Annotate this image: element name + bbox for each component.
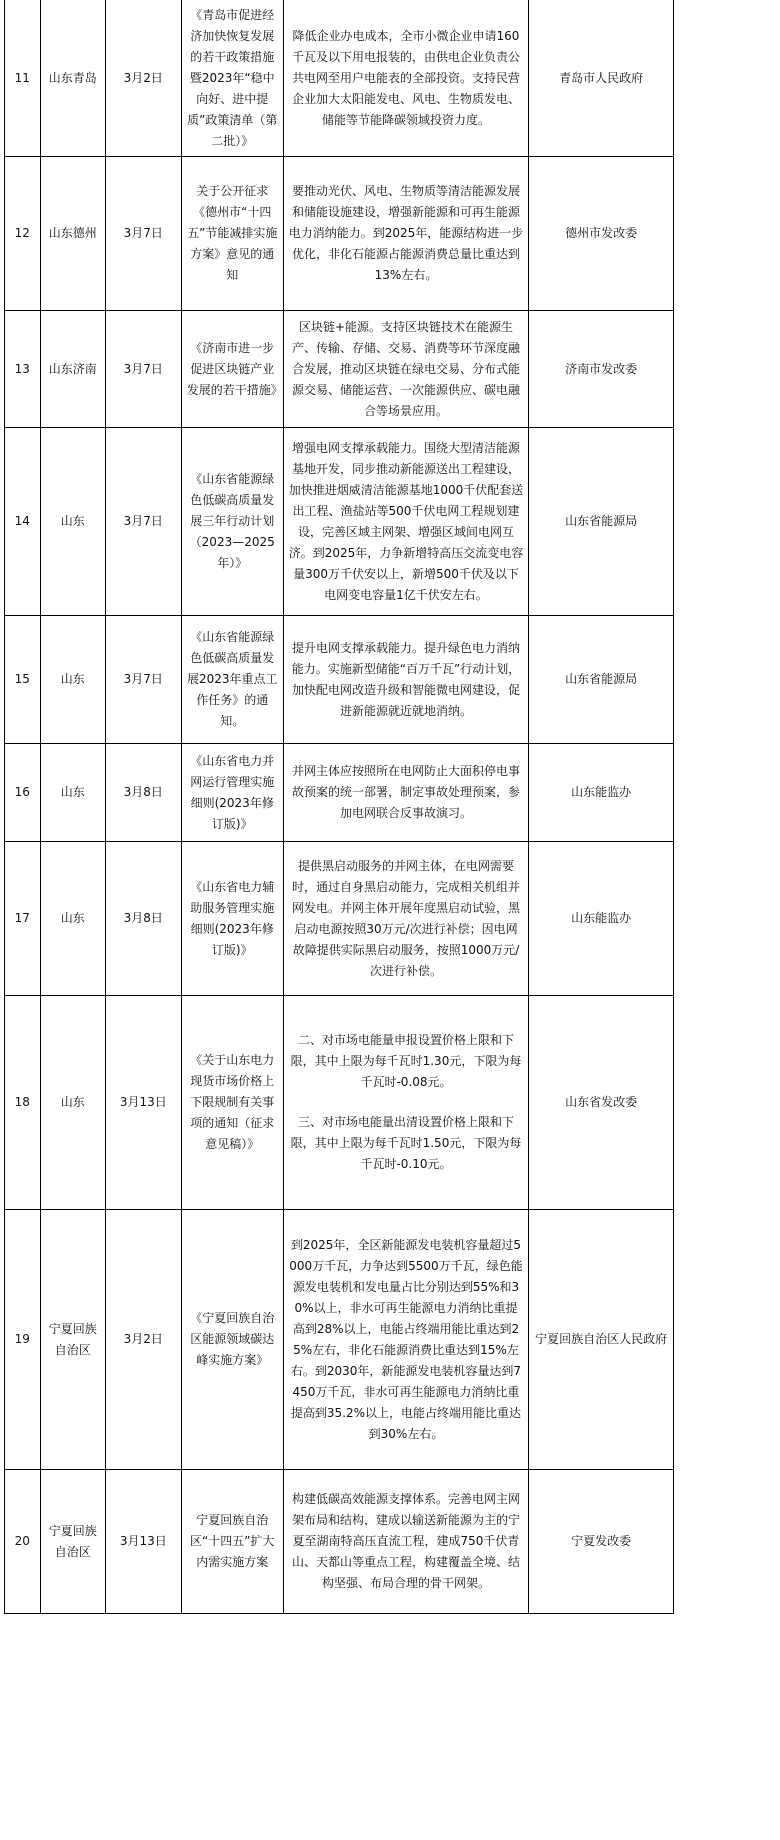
policy-content-cell — [283, 996, 529, 1210]
region-cell: 山东 — [40, 744, 105, 842]
issuer-cell: 青岛市人民政府 — [529, 0, 674, 157]
policy-table — [4, 0, 674, 1614]
region-cell: 山东 — [40, 996, 105, 1210]
date-cell: 3月7日 — [105, 428, 181, 616]
date-cell: 3月8日 — [105, 842, 181, 996]
policy-table-body — [5, 0, 674, 1614]
policy-content-cell — [283, 1210, 529, 1470]
region-cell: 山东济南 — [40, 311, 105, 428]
content-paragraph: 要推动光伏、风电、生物质等清洁能源发展和储能设施建设，增强新能源和可再生能源电力消纳能力。到2025年，能源结构进一步优化，非化石能源占能源消费总量比重达到13%左右。 — [288, 184, 524, 282]
row-number: 12 — [5, 157, 41, 311]
row-number: 11 — [5, 0, 41, 157]
policy-name-cell: 《宁夏回族自治区能源领域碳达峰实施方案》 — [181, 1210, 283, 1470]
content-paragraph: 二、对市场电能量申报设置价格上限和下限，其中上限为每千瓦时1.30元，下限为每千瓦时-0.08元。 — [290, 1033, 522, 1089]
issuer-cell: 德州市发改委 — [529, 157, 674, 311]
content-paragraph: 区块链+能源。支持区块链技术在能源生产、传输、存储、交易、消费等环节深度融合发展，推动区块链在绿电交易、分布式能源交易、储能运营、一次能源供应、碳电融合等场景应用。 — [291, 319, 520, 418]
table-row — [5, 616, 674, 744]
issuer-cell: 宁夏发改委 — [529, 1470, 674, 1614]
policy-content-cell — [283, 616, 529, 744]
date-cell: 3月8日 — [105, 744, 181, 842]
table-row — [5, 842, 674, 996]
policy-content-cell — [283, 311, 529, 428]
region-cell: 山东 — [40, 616, 105, 744]
policy-name-cell: 《关于山东电力现货市场价格上下限规制有关事项的通知（征求意见稿）》 — [181, 996, 283, 1210]
table-row — [5, 311, 674, 428]
content-paragraph: 提升电网支撑承载能力。提升绿色电力消纳能力。实施新型储能“百万千瓦”行动计划，加快配电网改造升级和智能微电网建设，促进新能源就近就地消纳。 — [291, 640, 521, 718]
issuer-cell: 山东省能源局 — [529, 428, 674, 616]
policy-name-cell: 《山东省电力并网运行管理实施细则(2023年修订版)》 — [181, 744, 283, 842]
issuer-cell: 山东省能源局 — [529, 616, 674, 744]
policy-content-cell — [283, 428, 529, 616]
issuer-cell: 山东能监办 — [529, 744, 674, 842]
date-cell: 3月13日 — [105, 996, 181, 1210]
date-cell: 3月2日 — [105, 0, 181, 157]
policy-name-cell: 《山东省能源绿色低碳高质量发展2023年重点工作任务》的通知。 — [181, 616, 283, 744]
policy-content-cell — [283, 157, 529, 311]
date-cell: 3月7日 — [105, 157, 181, 311]
content-paragraph: 并网主体应按照所在电网防止大面积停电事故预案的统一部署，制定事故处理预案，参加电网联合反事故演习。 — [291, 764, 520, 820]
region-cell: 山东 — [40, 428, 105, 616]
policy-name-cell: 《济南市进一步促进区块链产业发展的若干措施》 — [181, 311, 283, 428]
region-cell: 山东德州 — [40, 157, 105, 311]
table-row — [5, 996, 674, 1210]
table-row — [5, 157, 674, 311]
policy-content-cell — [283, 0, 529, 157]
row-number: 20 — [5, 1470, 41, 1614]
date-cell: 3月13日 — [105, 1470, 181, 1614]
issuer-cell: 山东能监办 — [529, 842, 674, 996]
policy-content-cell — [283, 842, 529, 996]
row-number: 17 — [5, 842, 41, 996]
content-paragraph: 降低企业办电成本，全市小微企业申请160千瓦及以下用电报装的，由供电企业负责公共电网至用户电能表的全部投资。支持民营企业加大太阳能发电、风电、生物质发电、储能等节能降碳领域投资力度。 — [291, 28, 520, 127]
table-row — [5, 1470, 674, 1614]
row-number: 19 — [5, 1210, 41, 1470]
policy-content-cell — [283, 1470, 529, 1614]
table-row — [5, 1210, 674, 1470]
content-paragraph: 三、对市场电能量出清设置价格上限和下限，其中上限为每千瓦时1.50元，下限为每千瓦时-0.10元。 — [290, 1115, 522, 1171]
row-number: 15 — [5, 616, 41, 744]
content-paragraph: 增强电网支撑承载能力。围绕大型清洁能源基地开发，同步推动新能源送出工程建设，加快推进烟威清洁能源基地1000千伏配套送出工程、渔盐站等500千伏电网工程规划建设，完善区域主网架、增强区域间电网互济。到2025年，力争新增特高压交流变电容量300万千伏安以上，新增500千伏及以下电网变电容量1亿千伏安左右。 — [288, 440, 524, 602]
table-row — [5, 0, 674, 157]
policy-name-cell: 宁夏回族自治区“十四五”扩大内需实施方案 — [181, 1470, 283, 1614]
table-row — [5, 744, 674, 842]
policy-name-cell: 《山东省能源绿色低碳高质量发展三年行动计划（2023—2025年）》 — [181, 428, 283, 616]
date-cell: 3月7日 — [105, 311, 181, 428]
content-paragraph: 提供黑启动服务的并网主体，在电网需要时，通过自身黑启动能力，完成相关机组并网发电。并网主体开展年度黑启动试验，黑启动电源按照30万元/次进行补偿；因电网故障提供实际黑启动服务，按照1000万元/次进行补偿。 — [291, 858, 520, 978]
region-cell: 宁夏回族自治区 — [40, 1470, 105, 1614]
row-number: 16 — [5, 744, 41, 842]
content-paragraph: 到2025年，全区新能源发电装机容量超过5000万千瓦，力争达到5500万千瓦，绿色能源发电装机和发电量占比分别达到55%和30%以上，非水可再生能源电力消纳比重提高到28%以上，电能占终端用能比重达到25%左右，非化石能源消费比重达到15%左右。到2030年，新能源发电装机容量达到7450万千瓦，非水可再生能源电力消纳比重提高到35.2%以上，电能占终端用能比重达到30%左右。 — [289, 1237, 523, 1441]
policy-name-cell: 《青岛市促进经济加快恢复发展的若干政策措施暨2023年“稳中向好、进中提质”政策清单（第二批）》 — [181, 0, 283, 157]
date-cell: 3月7日 — [105, 616, 181, 744]
region-cell: 宁夏回族自治区 — [40, 1210, 105, 1470]
table-row — [5, 428, 674, 616]
policy-content-cell — [283, 744, 529, 842]
region-cell: 山东青岛 — [40, 0, 105, 157]
issuer-cell: 山东省发改委 — [529, 996, 674, 1210]
row-number: 18 — [5, 996, 41, 1210]
content-paragraph: 构建低碳高效能源支撑体系。完善电网主网架布局和结构，建成以输送新能源为主的宁夏至湖南特高压直流工程，建成750千伏青山、天都山等重点工程，构建覆盖全境、结构坚强、布局合理的骨干网架。 — [291, 1492, 520, 1590]
policy-name-cell: 关于公开征求《德州市“十四五”节能减排实施方案》意见的通知 — [181, 157, 283, 311]
date-cell: 3月2日 — [105, 1210, 181, 1470]
row-number: 13 — [5, 311, 41, 428]
row-number: 14 — [5, 428, 41, 616]
issuer-cell: 济南市发改委 — [529, 311, 674, 428]
issuer-cell: 宁夏回族自治区人民政府 — [529, 1210, 674, 1470]
region-cell: 山东 — [40, 842, 105, 996]
policy-name-cell: 《山东省电力辅助服务管理实施细则(2023年修订版)》 — [181, 842, 283, 996]
